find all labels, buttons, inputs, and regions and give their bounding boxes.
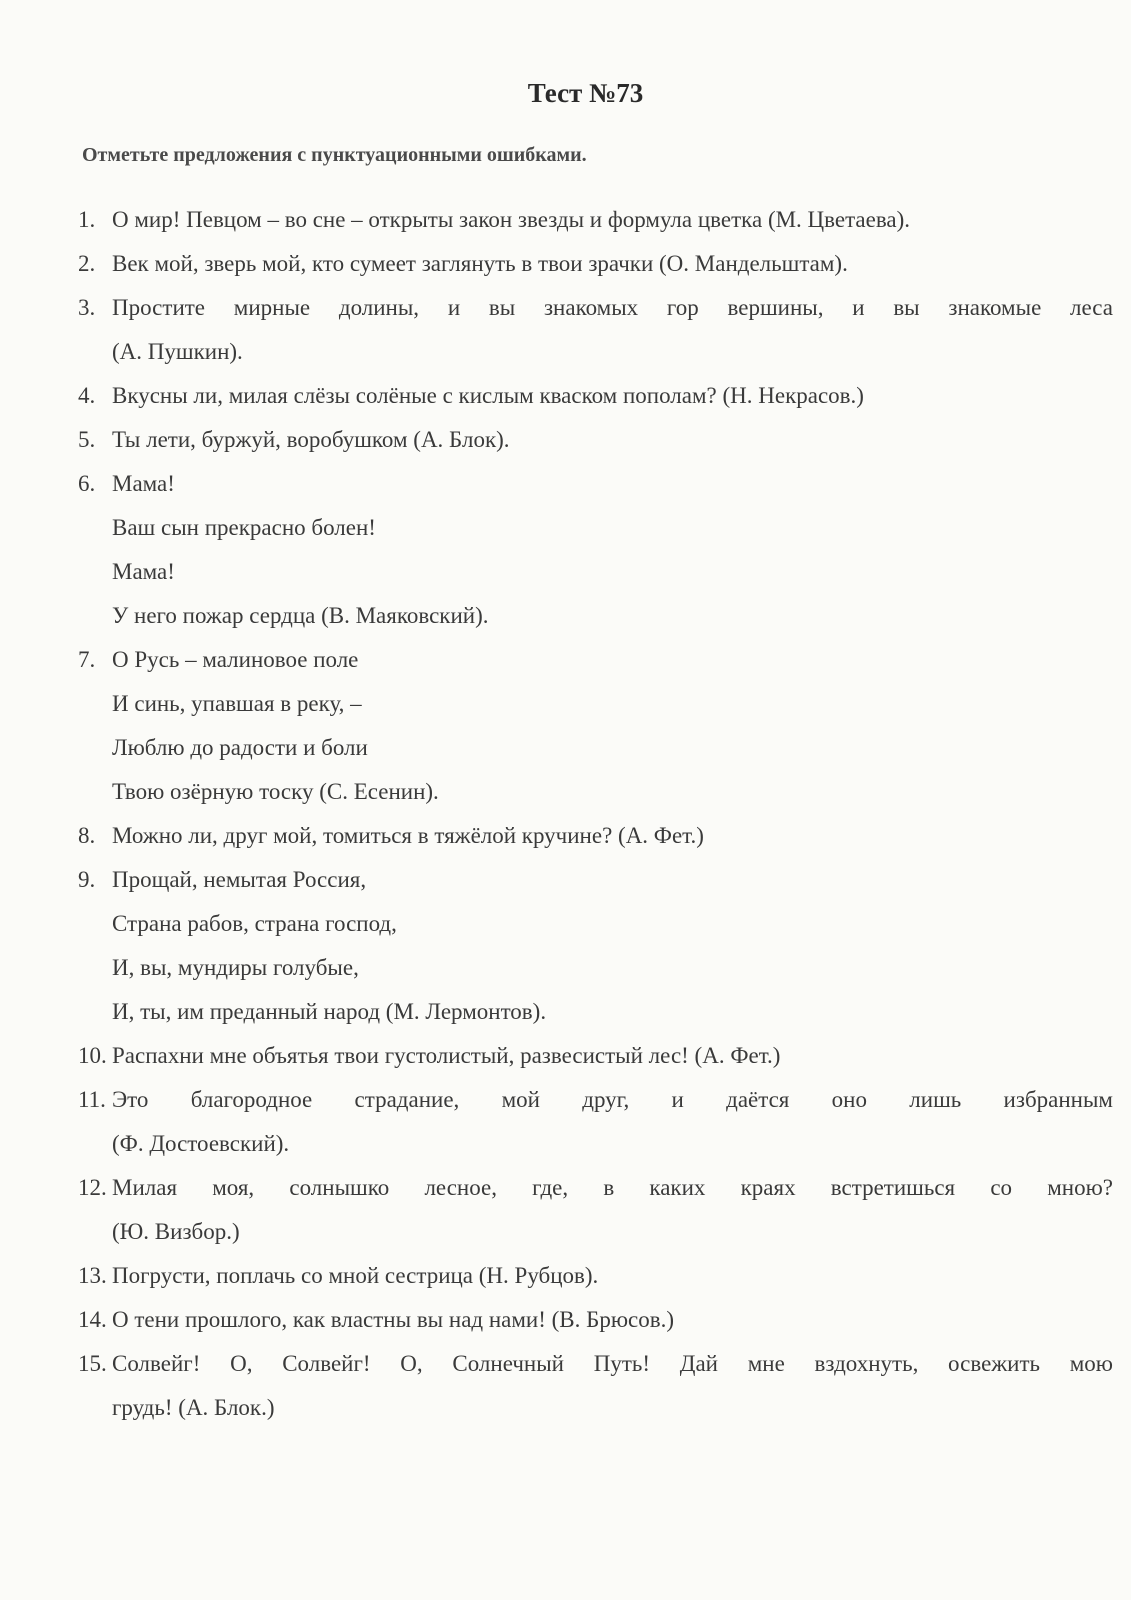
list-item xyxy=(78,1166,1113,1254)
item-line: Прощай, немытая Россия, xyxy=(112,867,367,892)
list-item xyxy=(78,638,1113,814)
item-number: 6. xyxy=(78,471,96,496)
list-item xyxy=(78,1254,1113,1298)
item-text xyxy=(112,1254,1113,1298)
list-item xyxy=(78,286,1113,374)
list-item xyxy=(78,858,1113,1034)
item-number: 9. xyxy=(78,867,96,892)
question-list xyxy=(78,198,1113,1430)
item-line: Век мой, зверь мой, кто сумеет заглянуть в твои зрачки (О. Мандельштам). xyxy=(112,251,848,276)
list-item xyxy=(78,1342,1113,1430)
item-text xyxy=(112,1298,1113,1342)
item-text xyxy=(112,374,1113,418)
item-number: 1. xyxy=(78,207,96,232)
item-line: Вкусны ли, милая слёзы солёные с кислым кваском пополам? (Н. Некрасов.) xyxy=(112,383,864,408)
item-number: 2. xyxy=(78,251,96,276)
item-line: Люблю до радости и боли xyxy=(112,735,368,760)
item-number: 12. xyxy=(78,1175,107,1200)
item-text xyxy=(112,286,1113,374)
item-line: О мир! Певцом – во сне – открыты закон звезды и формула цветка (М. Цветаева). xyxy=(112,207,911,232)
list-item xyxy=(78,374,1113,418)
item-line: Распахни мне объятья твои густолистый, развесистый лес! (А. Фет.) xyxy=(112,1043,781,1068)
item-line: Страна рабов, страна господ, xyxy=(112,911,397,936)
item-text xyxy=(112,418,1113,462)
instruction-text: Отметьте предложения с пунктуационными ошибками. xyxy=(82,144,587,166)
item-number: 13. xyxy=(78,1263,107,1288)
item-line: Погрусти, поплачь со мной сестрица (Н. Рубцов). xyxy=(112,1263,599,1288)
item-number: 11. xyxy=(78,1087,106,1112)
item-text xyxy=(112,462,1113,638)
item-text xyxy=(112,1342,1113,1430)
item-number: 5. xyxy=(78,427,96,452)
item-text xyxy=(112,814,1113,858)
list-item xyxy=(78,1034,1113,1078)
item-text xyxy=(112,1034,1113,1078)
item-number: 7. xyxy=(78,647,96,672)
item-number: 3. xyxy=(78,295,96,320)
item-text xyxy=(112,1078,1113,1166)
item-line: Солвейг! О, Солвейг! О, Солнечный Путь! Дай мне вздохнуть, освежить мою xyxy=(112,1351,1113,1376)
item-line: Простите мирные долины, и вы знакомых гор вершины, и вы знакомые леса xyxy=(112,295,1113,320)
item-text xyxy=(112,242,1113,286)
item-line: Ты лети, буржуй, воробушком (А. Блок). xyxy=(112,427,510,452)
item-text xyxy=(112,858,1113,1034)
item-number: 15. xyxy=(78,1351,107,1376)
item-number: 10. xyxy=(78,1043,107,1068)
list-item xyxy=(78,418,1113,462)
list-item xyxy=(78,1078,1113,1166)
item-line: О тени прошлого, как властны вы над нами! (В. Брюсов.) xyxy=(112,1307,675,1332)
item-line: грудь! (А. Блок.) xyxy=(112,1395,275,1420)
item-text xyxy=(112,1166,1113,1254)
item-line: И синь, упавшая в реку, – xyxy=(112,691,362,716)
item-line: (Ю. Визбор.) xyxy=(112,1219,240,1244)
item-line: И, ты, им преданный народ (М. Лермонтов). xyxy=(112,999,547,1024)
item-line: Можно ли, друг мой, томиться в тяжёлой кручине? (А. Фет.) xyxy=(112,823,704,848)
item-text xyxy=(112,638,1113,814)
item-line: И, вы, мундиры голубые, xyxy=(112,955,359,980)
item-line: Это благородное страдание, мой друг, и даётся оно лишь избранным xyxy=(112,1087,1113,1112)
item-line: Ваш сын прекрасно болен! xyxy=(112,515,376,540)
page-title: Тест №73 xyxy=(527,78,644,108)
item-number: 4. xyxy=(78,383,96,408)
list-item xyxy=(78,814,1113,858)
item-line: (Ф. Достоевский). xyxy=(112,1131,290,1156)
item-number: 14. xyxy=(78,1307,107,1332)
item-line: Твою озёрную тоску (С. Есенин). xyxy=(112,779,439,804)
item-line: Мама! xyxy=(112,559,175,584)
item-line: У него пожар сердца (В. Маяковский). xyxy=(112,603,489,628)
list-item xyxy=(78,1298,1113,1342)
item-line: Мама! xyxy=(112,471,175,496)
item-number: 8. xyxy=(78,823,96,848)
item-line: О Русь – малиновое поле xyxy=(112,647,359,672)
item-text xyxy=(112,198,1113,242)
list-item xyxy=(78,462,1113,638)
list-item xyxy=(78,242,1113,286)
list-item xyxy=(78,198,1113,242)
item-line: Милая моя, солнышко лесное, где, в каких краях встретишься со мною? xyxy=(112,1175,1113,1200)
item-line: (А. Пушкин). xyxy=(112,339,243,364)
